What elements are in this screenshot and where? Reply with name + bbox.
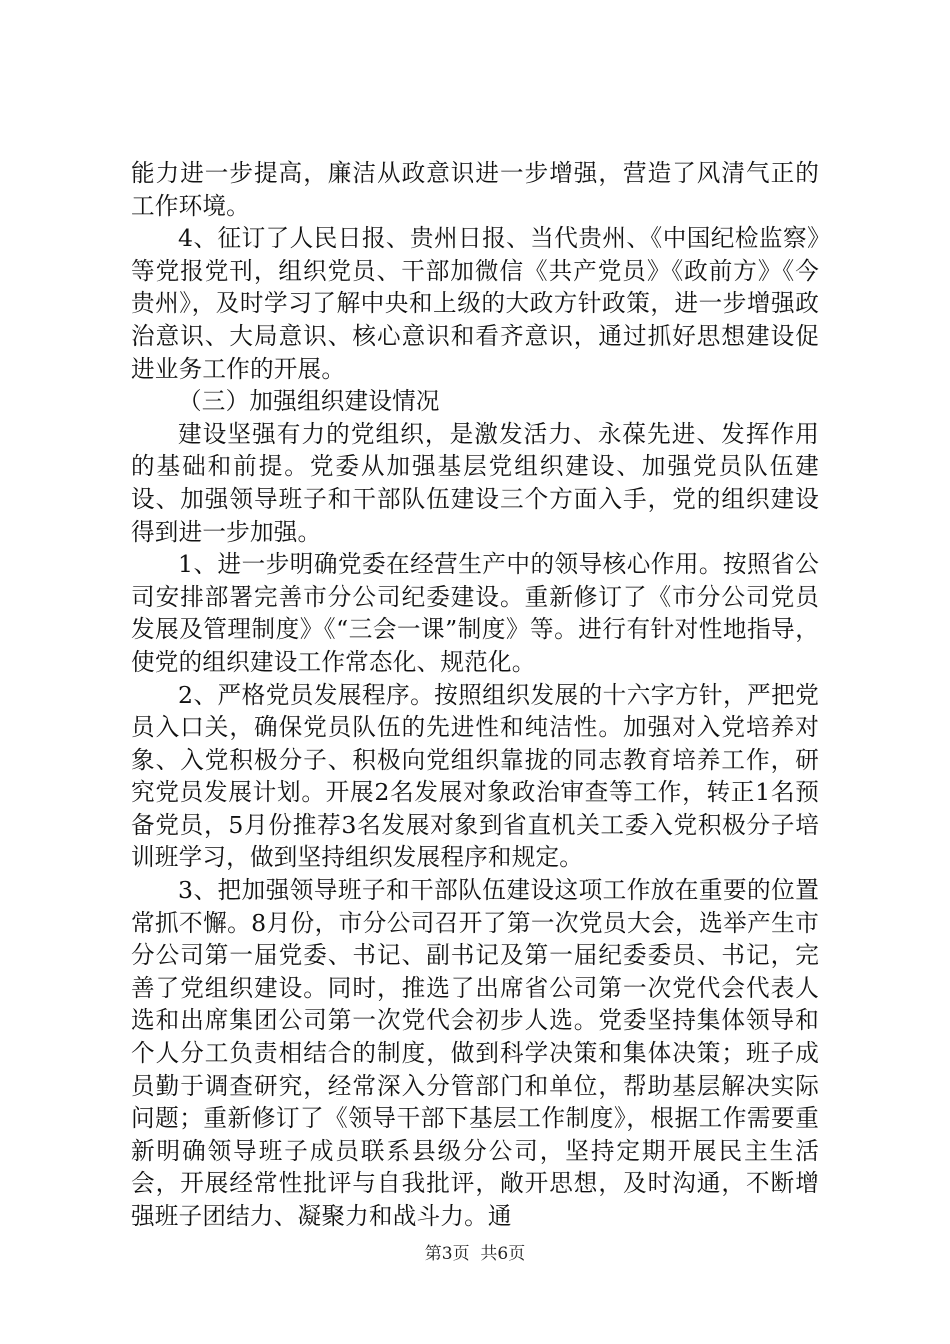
section-heading-organization: （三）加强组织建设情况 [178, 387, 440, 416]
page-number-label: 第3页 共6页 [424, 1244, 526, 1264]
paragraph-item-4: 4、征订了人民日报、贵州日报、当代贵州、《中国纪检监察》等党报党刊，组织党员、干部加微信《共产党员》《政前方》《今贵州》，及时学习了解中央和上级的大政方针政策，进一步增强政治意识、大局意识、核心意识和看齐意识，通过抓好思想建设促进业务工作的开展。 [131, 224, 819, 383]
paragraph-organization-intro: 建设坚强有力的党组织，是激发活力、永葆先进、发挥作用的基础和前提。党委从加强基层党组织建设、加强党员队伍建设、加强领导班子和干部队伍建设三个方面入手，党的组织建设得到进一步加强。 [131, 419, 819, 546]
paragraph-item-2: 2、严格党员发展程序。按照组织发展的十六字方针，严把党员入口关，确保党员队伍的先进性和纯洁性。加强对入党培养对象、入党积极分子、积极向党组织靠拢的同志教育培养工作，研究党员发展计划。开展2名发展对象政治审查等工作，转正1名预备党员，5月份推荐3名发展对象到省直机关工委入党积极分子培训班学习，做到坚持组织发展程序和规定。 [131, 680, 819, 872]
document-body [131, 157, 819, 1233]
page-footer [0, 1243, 950, 1265]
paragraph-item-3: 3、把加强领导班子和干部队伍建设这项工作放在重要的位置常抓不懈。8月份，市分公司召开了第一次党员大会，选举产生市分公司第一届党委、书记、副书记及第一届纪委委员、书记，完善了党组织建设。同时，推选了出席省公司第一次党代会代表人选和出席集团公司第一次党代会初步人选。党委坚持集体领导和个人分工负责相结合的制度，做到科学决策和集体决策；班子成员勤于调查研究，经常深入分管部门和单位，帮助基层解决实际问题；重新修订了《领导干部下基层工作制度》，根据工作需要重新明确领导班子成员联系县级分公司，坚持定期开展民主生活会，开展经常性批评与自我批评，敞开思想，及时沟通，不断增强班子团结力、凝聚力和战斗力。通 [131, 876, 819, 1230]
paragraph-item-1: 1、进一步明确党委在经营生产中的领导核心作用。按照省公司安排部署完善市分公司纪委建设。重新修订了《市分公司党员发展及管理制度》《“三会一课”制度》等。进行有针对性地指导，使党的组织建设工作常态化、规范化。 [131, 550, 819, 676]
paragraph-continued: 能力进一步提高，廉洁从政意识进一步增强，营造了风清气正的工作环境。 [131, 159, 819, 220]
